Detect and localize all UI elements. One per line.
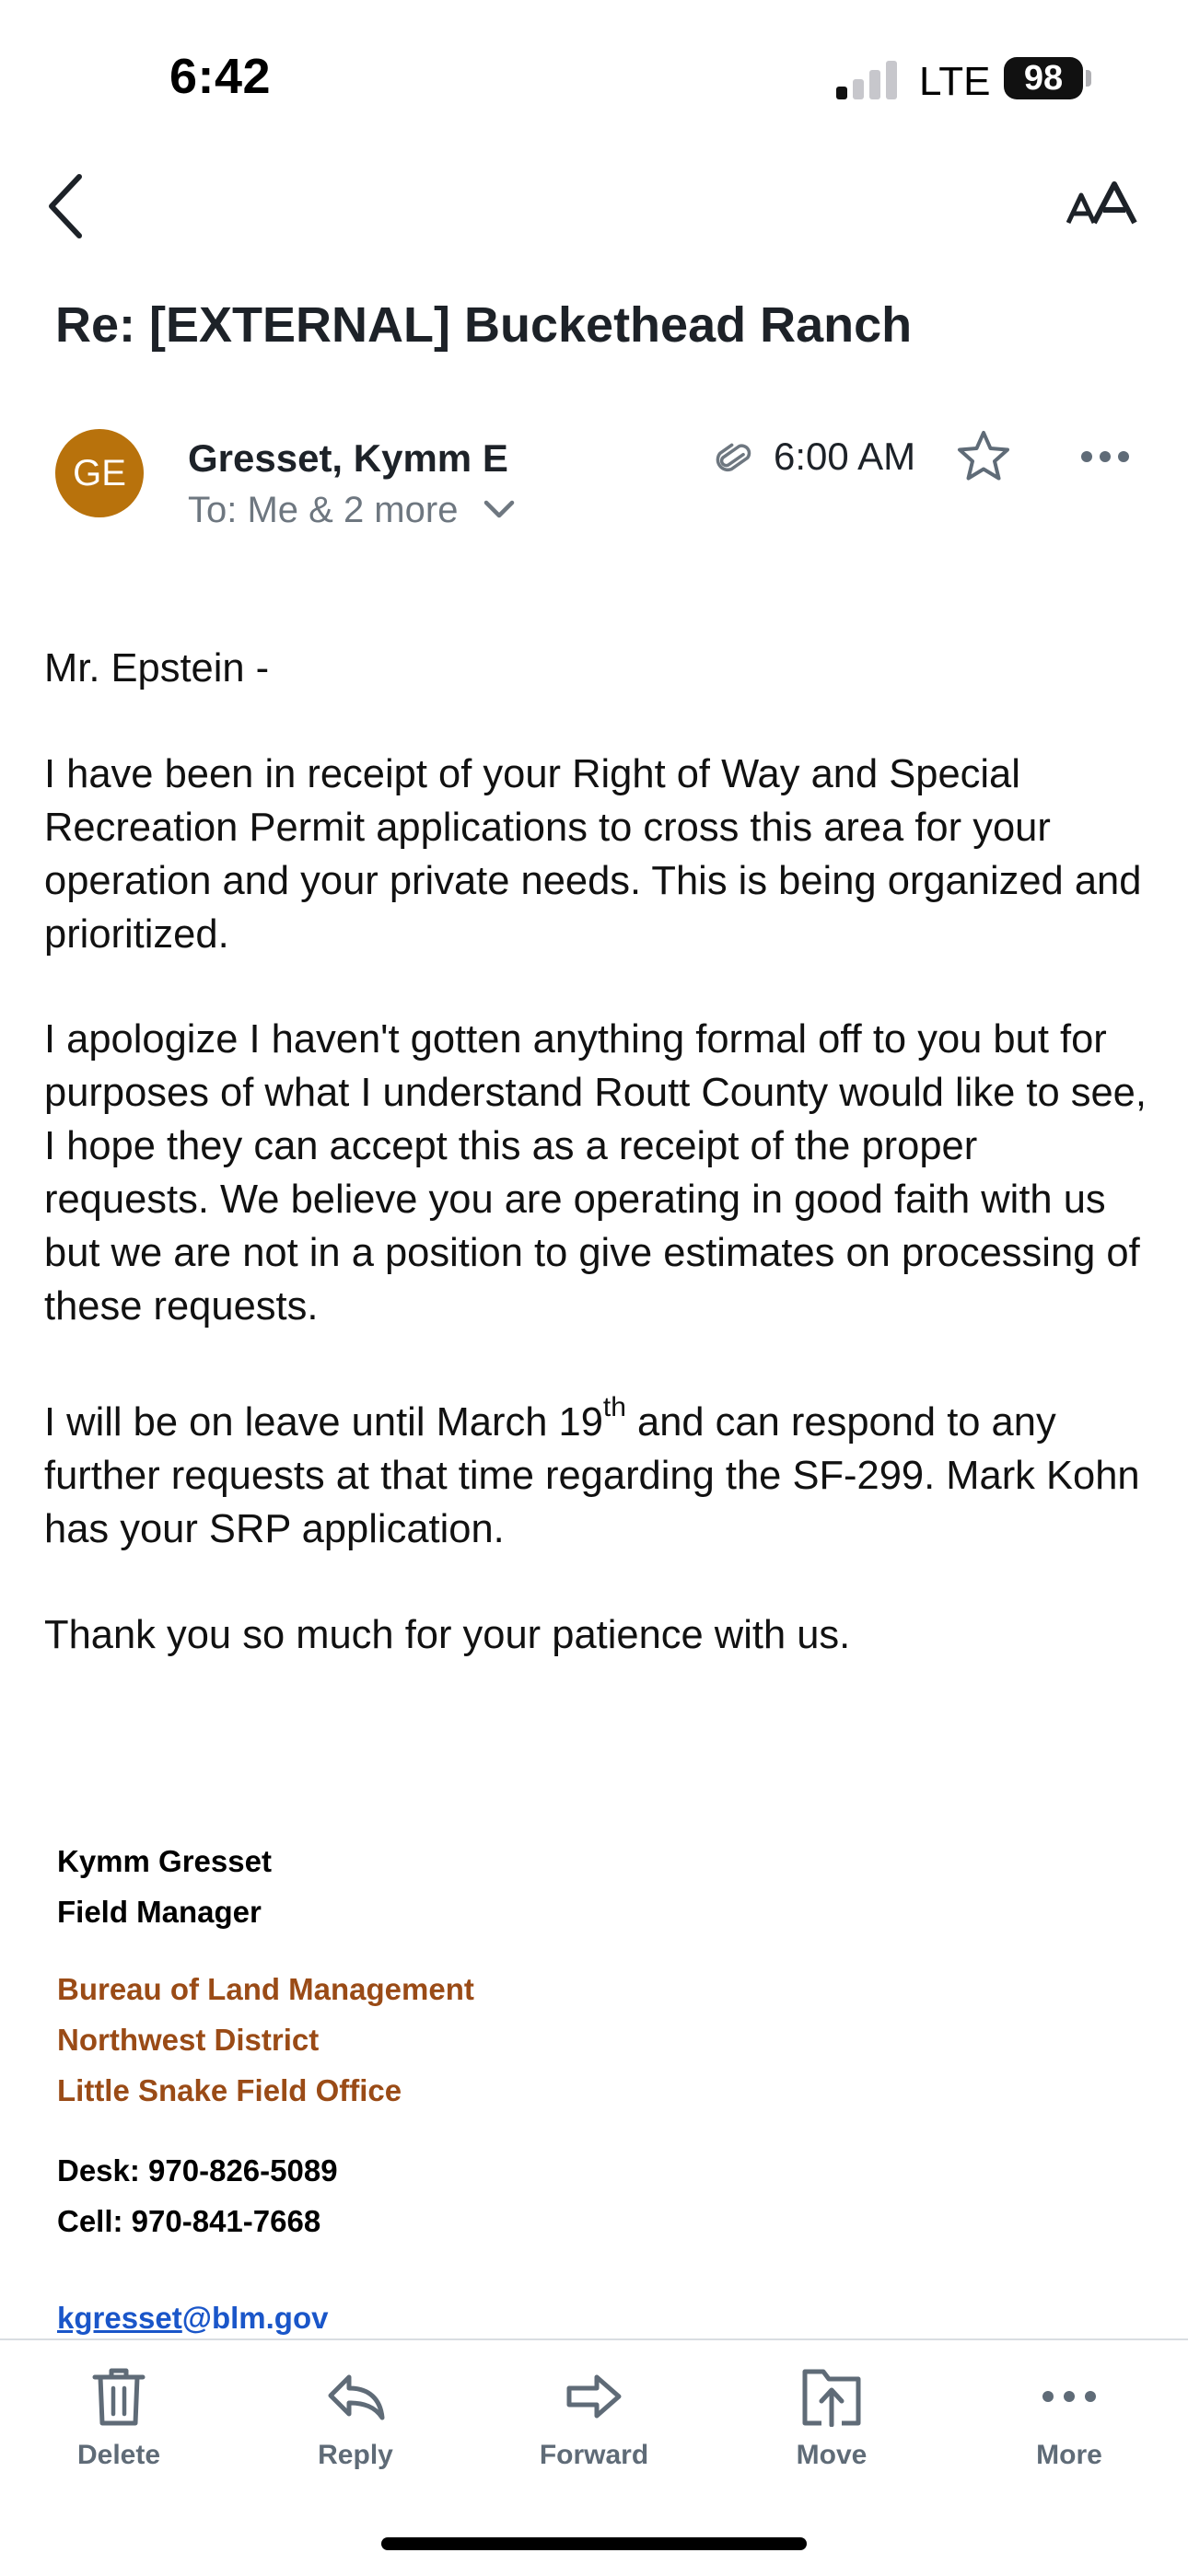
sender-name[interactable]: Gresset, Kymm E	[188, 436, 508, 480]
email-greeting: Mr. Epstein -	[44, 646, 270, 690]
email-paragraph-3	[44, 1391, 1149, 1556]
network-label: LTE	[919, 59, 991, 104]
ordinal-suffix: th	[602, 1391, 626, 1422]
email-paragraph-2: I apologize I haven't gotten anything formal off to you but for purposes of what I understand Routt County would like to see, I hope they can accept this as a receipt of the proper requests. We believe you are operating in good faith with us but we are not in a position to give estimates on processing of these requests.	[44, 1017, 1147, 1329]
signature-title: Field Manager	[57, 1895, 262, 1929]
chevron-down-icon[interactable]	[483, 497, 516, 523]
signature-office: Little Snake Field Office	[57, 2073, 402, 2107]
forward-arrow-icon	[564, 2366, 624, 2427]
move-button[interactable]	[740, 2366, 924, 2471]
attachment-icon	[715, 440, 753, 479]
back-chevron-icon[interactable]	[44, 171, 90, 241]
more-label: More	[1036, 2440, 1102, 2470]
star-icon[interactable]	[956, 429, 1011, 482]
signature-name: Kymm Gresset	[57, 1844, 272, 1878]
more-dots-icon	[1039, 2366, 1100, 2427]
email-domain[interactable]: @blm.gov	[181, 2301, 329, 2335]
email-user[interactable]: kgresset	[57, 2301, 182, 2335]
forward-label: Forward	[539, 2440, 649, 2470]
message-time: 6:00 AM	[774, 435, 916, 478]
status-time: 6:42	[169, 49, 272, 104]
email-paragraph-4: Thank you so much for your patience with us.	[44, 1613, 851, 1657]
reply-label: Reply	[318, 2440, 393, 2470]
reply-icon	[325, 2366, 386, 2427]
move-folder-icon	[799, 2366, 864, 2427]
email-paragraph-1: I have been in receipt of your Right of Way and Special Recreation Permit applications to cross this area for your operation and your private needs. This is being organized and prioritized.	[44, 752, 1142, 957]
delete-label: Delete	[76, 2440, 161, 2470]
signature-org: Bureau of Land Management	[57, 1972, 474, 2006]
signature-district: Northwest District	[57, 2023, 320, 2057]
signature-desk-phone[interactable]: Desk: 970-826-5089	[57, 2153, 338, 2187]
signature-cell-phone[interactable]: Cell: 970-841-7668	[57, 2204, 321, 2238]
more-button[interactable]	[977, 2366, 1161, 2471]
sender-avatar[interactable]: GE	[55, 429, 144, 517]
battery-nub	[1086, 70, 1091, 87]
paragraph-3-continued: and can respond to any further requests at that time regarding the SF-299. Mark Kohn has your SRP application.	[44, 1400, 1140, 1551]
reply-button[interactable]	[263, 2366, 448, 2471]
email-subject: Re: [EXTERNAL] Buckethead Ranch	[55, 297, 913, 353]
home-indicator[interactable]	[381, 2537, 807, 2550]
battery-icon: 98	[1004, 57, 1083, 99]
signature-email-link[interactable]	[57, 2298, 328, 2338]
text-size-icon[interactable]	[1066, 180, 1140, 226]
more-options-icon[interactable]	[1079, 446, 1131, 468]
recipients-summary[interactable]: To: Me & 2 more	[188, 490, 459, 530]
forward-button[interactable]	[502, 2366, 686, 2471]
signal-icon	[836, 61, 901, 99]
trash-icon	[91, 2366, 146, 2427]
paragraph-3-text: I will be on leave until March 19	[44, 1400, 603, 1445]
delete-button[interactable]	[27, 2366, 211, 2471]
move-label: Move	[796, 2440, 868, 2470]
